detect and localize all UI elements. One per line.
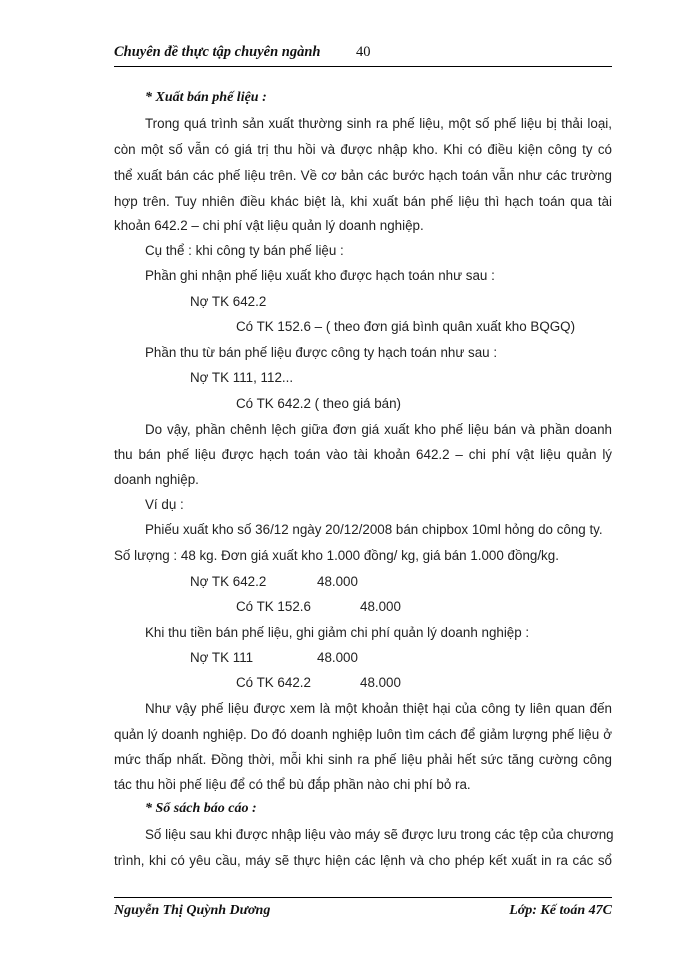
footer-class: Lớp: Kế toán 47C — [509, 903, 612, 918]
paragraph-line: Trong quá trình sản xuất thường sinh ra phế liệu, một số phế liệu bị thải loại, — [145, 116, 612, 131]
paragraph-line: hợp trên. Tuy nhiên điều khác biệt là, khi xuất bán phế liệu thì hạch toán qua tài — [114, 194, 612, 209]
header-title: Chuyên đề thực tập chuyên ngành — [114, 44, 321, 60]
footer-author: Nguyễn Thị Quỳnh Dương — [114, 903, 271, 918]
section-heading-so-sach: * Sổ sách báo cáo : — [145, 801, 257, 816]
paragraph-line: Phần ghi nhận phế liệu xuất kho được hạch toán như sau : — [145, 268, 495, 283]
paragraph-line: quản lý doanh nghiệp. Do đó doanh nghiệp luôn tìm cách để giảm lượng phế liệu ở — [114, 727, 612, 742]
paragraph-line: Phiếu xuất kho số 36/12 ngày 20/12/2008 bán chipbox 10ml hỏng do công ty. — [145, 522, 603, 537]
paragraph-line: Khi thu tiền bán phế liệu, ghi giảm chi phí quản lý doanh nghiệp : — [145, 625, 530, 640]
journal-debit: Nợ TK 642.2 — [190, 574, 267, 589]
paragraph-line: trình, khi có yêu cầu, máy sẽ thực hiện các lệnh và cho phép kết xuất in ra các sổ — [114, 853, 612, 868]
journal-credit: Có TK 642.2 ( theo giá bán) — [236, 396, 402, 411]
paragraph-line: Như vậy phế liệu được xem là một khoản thiệt hại của công ty liên quan đến — [145, 701, 612, 716]
paragraph-line: Số liệu sau khi được nhập liệu vào máy sẽ được lưu trong các tệp của chương — [145, 827, 614, 842]
journal-credit: Có TK 152.6 — [236, 599, 311, 614]
journal-credit: Có TK 152.6 – ( theo đơn giá bình quân xuất kho BQGQ) — [236, 319, 576, 334]
journal-debit: Nợ TK 111 — [190, 650, 254, 665]
section-heading-xuat-ban: * Xuất bán phế liệu : — [145, 90, 267, 105]
paragraph-line: Do vậy, phần chênh lệch giữa đơn giá xuất kho phế liệu bán và phần doanh — [145, 422, 612, 437]
paragraph-line: mức thấp nhất. Đồng thời, mỗi khi sinh ra phế liệu phải hết sức tăng cường công — [114, 752, 612, 767]
footer-rule — [114, 897, 612, 898]
journal-credit-amount: 48.000 — [360, 675, 401, 690]
paragraph-line: còn một số vẫn có giá trị thu hồi và được nhập kho. Khi có điều kiện công ty có — [114, 142, 612, 157]
journal-credit: Có TK 642.2 — [236, 675, 311, 690]
paragraph-line: thu bán phế liệu được hạch toán vào tài khoản 642.2 – chi phí vật liệu quản lý — [114, 447, 612, 462]
journal-credit-amount: 48.000 — [360, 599, 401, 614]
page-number: 40 — [356, 44, 371, 60]
paragraph-line: Số lượng : 48 kg. Đơn giá xuất kho 1.000 đồng/ kg, giá bán 1.000 đồng/kg. — [114, 548, 559, 563]
header-rule — [114, 66, 612, 67]
journal-debit-amount: 48.000 — [317, 650, 358, 665]
paragraph-line: khoản 642.2 – chi phí vật liệu quản lý doanh nghiệp. — [114, 218, 424, 233]
paragraph-line: Ví dụ : — [145, 497, 184, 512]
journal-debit: Nợ TK 111, 112... — [190, 370, 294, 385]
paragraph-line: tác thu hồi phế liệu để có thể bù đắp phần nào chi phí bỏ ra. — [114, 777, 471, 792]
paragraph-line: Phần thu từ bán phế liệu được công ty hạch toán như sau : — [145, 345, 498, 360]
page-header — [114, 44, 612, 64]
journal-debit-amount: 48.000 — [317, 574, 358, 589]
journal-debit: Nợ TK 642.2 — [190, 294, 267, 309]
paragraph-line: thể xuất bán các phế liệu trên. Về cơ bản các bước hạch toán vẫn như các trường — [114, 168, 612, 183]
paragraph-line: Cụ thể : khi công ty bán phế liệu : — [145, 243, 344, 258]
paragraph-line: doanh nghiệp. — [114, 472, 199, 487]
